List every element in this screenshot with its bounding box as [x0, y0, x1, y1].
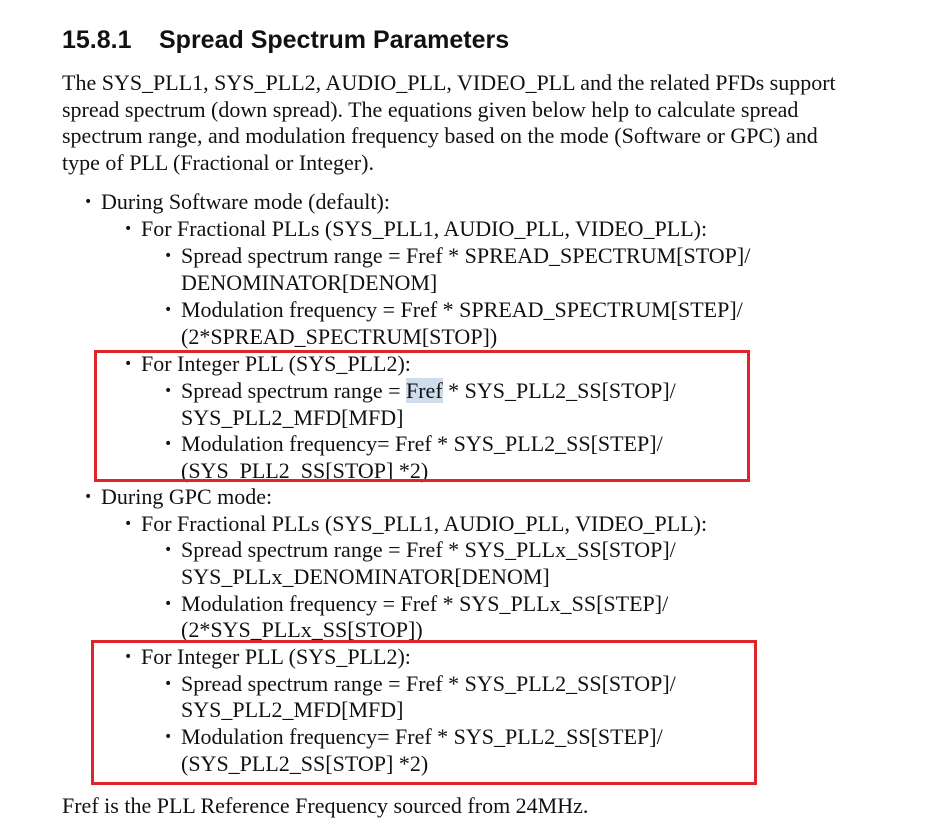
software-fractional-range-formula-cont: DENOMINATOR[DENOM]	[181, 270, 438, 295]
software-integer-mod-formula-cont: (SYS_PLL2_SS[STOP] *2)	[181, 458, 429, 483]
software-integer-mod-formula: Modulation frequency= Fref * SYS_PLL2_SS[STEP]/	[181, 431, 663, 456]
gpc-integer-mod-formula-cont: (SYS_PLL2_SS[STOP] *2)	[181, 751, 429, 776]
bullet-icon: •	[164, 248, 173, 264]
software-fractional-mod-formula: Modulation frequency = Fref * SPREAD_SPECTRUM[STEP]/	[181, 297, 743, 322]
bullet-icon: •	[84, 489, 93, 505]
bullet-icon: •	[164, 729, 173, 745]
bullet-icon: •	[164, 676, 173, 692]
section-heading	[62, 22, 509, 58]
bullet-icon: •	[164, 542, 173, 558]
software-mode-label: During Software mode (default):	[101, 189, 390, 214]
software-integer-label: For Integer PLL (SYS_PLL2):	[141, 351, 411, 376]
bullet-icon: •	[164, 383, 173, 399]
bullet-icon: •	[124, 356, 133, 372]
formula-text: Spread spectrum range =	[181, 378, 406, 403]
gpc-fractional-range-formula: Spread spectrum range = Fref * SYS_PLLx_SS[STOP]/	[181, 537, 676, 562]
intro-line: type of PLL (Fractional or Integer).	[62, 150, 374, 176]
annotation-box-software-integer	[94, 350, 750, 482]
gpc-fractional-mod-formula-cont: (2*SYS_PLLx_SS[STOP])	[181, 617, 423, 642]
intro-line: spread spectrum (down spread). The equations given below help to calculate spread	[62, 96, 799, 122]
gpc-integer-mod-formula: Modulation frequency= Fref * SYS_PLL2_SS[STEP]/	[181, 724, 663, 749]
intro-line: The SYS_PLL1, SYS_PLL2, AUDIO_PLL, VIDEO_PLL and the related PFDs support	[62, 70, 836, 95]
gpc-mode-label: During GPC mode:	[101, 484, 273, 509]
bullet-icon: •	[164, 436, 173, 452]
gpc-integer-label: For Integer PLL (SYS_PLL2):	[141, 644, 411, 669]
section-number: 15.8.1	[62, 26, 132, 54]
annotation-box-gpc-integer	[91, 640, 757, 785]
intro-line: spectrum range, and modulation frequency based on the mode (Software or GPC) and	[62, 123, 818, 149]
bullet-icon: •	[84, 194, 93, 210]
intro-paragraph	[62, 70, 922, 177]
selected-text-highlight[interactable]: Fref	[406, 378, 443, 403]
gpc-fractional-mod-formula: Modulation frequency = Fref * SYS_PLLx_SS[STEP]/	[181, 591, 669, 616]
bullet-icon: •	[124, 221, 133, 237]
gpc-integer-range-formula: Spread spectrum range = Fref * SYS_PLL2_SS[STOP]/	[181, 671, 676, 696]
section-title: Spread Spectrum Parameters	[159, 26, 510, 54]
bullet-icon: •	[164, 596, 173, 612]
software-integer-range-formula-cont: SYS_PLL2_MFD[MFD]	[181, 405, 404, 430]
bullet-icon: •	[164, 302, 173, 318]
software-fractional-range-formula: Spread spectrum range = Fref * SPREAD_SPECTRUM[STOP]/	[181, 243, 751, 268]
gpc-fractional-range-formula-cont: SYS_PLLx_DENOMINATOR[DENOM]	[181, 564, 550, 589]
footnote: Fref is the PLL Reference Frequency sourced from 24MHz.	[62, 793, 589, 818]
software-fractional-mod-formula-cont: (2*SPREAD_SPECTRUM[STOP])	[181, 324, 498, 349]
gpc-integer-range-formula-cont: SYS_PLL2_MFD[MFD]	[181, 697, 404, 722]
software-fractional-label: For Fractional PLLs (SYS_PLL1, AUDIO_PLL, VIDEO_PLL):	[141, 216, 708, 241]
bullet-icon: •	[124, 516, 133, 532]
formula-text: * SYS_PLL2_SS[STOP]/	[442, 378, 676, 403]
bullet-icon: •	[124, 649, 133, 665]
gpc-fractional-label: For Fractional PLLs (SYS_PLL1, AUDIO_PLL, VIDEO_PLL):	[141, 511, 708, 536]
